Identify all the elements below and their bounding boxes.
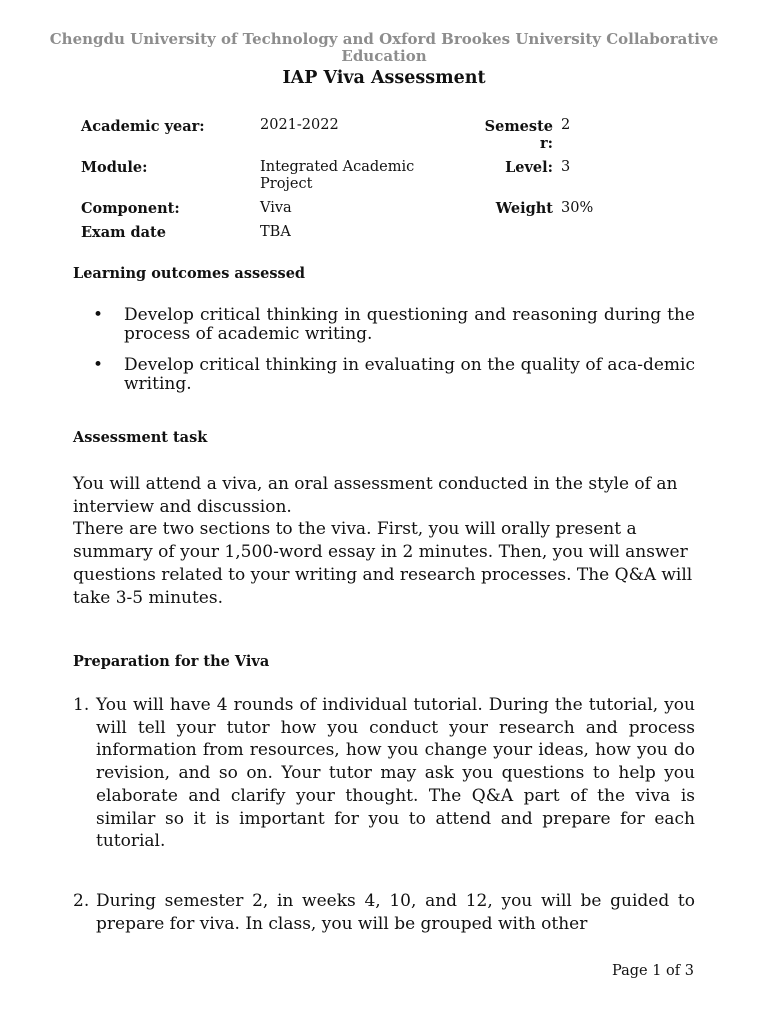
- module-label: Module:: [81, 159, 148, 176]
- semester-label-line-1: Semeste: [484, 118, 553, 135]
- list-item: [73, 356, 695, 394]
- list-item: [73, 694, 695, 853]
- item-number: 1.: [73, 695, 90, 715]
- level-value: 3: [561, 159, 571, 175]
- document-title: IAP Viva Assessment: [282, 68, 486, 88]
- weight-label: Weight: [495, 200, 553, 217]
- module-value: [260, 159, 414, 193]
- component-label: Component:: [81, 200, 180, 217]
- assessment-task-paragraph: [73, 473, 695, 609]
- module-value-line-1: Integrated Academic: [260, 159, 415, 175]
- semester-label-line-2: r:: [540, 135, 553, 152]
- learning-outcomes-list: [73, 306, 695, 406]
- outcome-text: Develop critical thinking in questioning and reasoning during the process of academic writing.: [124, 305, 695, 344]
- exam-date-value: TBA: [260, 224, 291, 240]
- module-value-line-2: Project: [260, 176, 313, 192]
- component-value: Viva: [260, 200, 292, 216]
- list-item: [73, 306, 695, 344]
- bullet-icon: •: [93, 355, 104, 375]
- outcome-text: Develop critical thinking in evaluating on the quality of aca-demic writing.: [124, 355, 695, 394]
- weight-value: 30%: [561, 200, 594, 216]
- institution-header: Chengdu University of Technology and Oxford Brookes University Collaborative Education: [49, 30, 719, 65]
- item-text: During semester 2, in weeks 4, 10, and 12, you will be guided to prepare for viva. In class, you will be grouped with other: [96, 891, 695, 934]
- bullet-icon: •: [93, 305, 104, 325]
- assessment-paragraph-1: You will attend a viva, an oral assessment conducted in the style of an interview and discussion.: [73, 474, 678, 517]
- level-label: Level:: [505, 159, 553, 176]
- page-number: Page 1 of 3: [612, 963, 694, 979]
- academic-year-value: 2021-2022: [260, 117, 339, 133]
- exam-date-label: Exam date: [81, 224, 166, 241]
- academic-year-label: Academic year:: [81, 118, 205, 135]
- semester-value: 2: [561, 117, 571, 133]
- item-text: You will have 4 rounds of individual tutorial. During the tutorial, you will tell your tutor how you conduct your research and process information from resources, how you change your ideas, how you do revision, and so on. Your tutor may ask you questions to help you elaborate and clarify your thought. The Q&A part of the viva is similar so it is important for you to attend and prepare for each tutorial.: [96, 695, 695, 852]
- learning-outcomes-heading: Learning outcomes assessed: [73, 265, 306, 282]
- list-item: [73, 890, 695, 935]
- assessment-paragraph-2: There are two sections to the viva. First, you will orally present a summary of your 1,500-word essay in 2 minutes. Then, you will answer questions related to your writing and research processes. The Q&A will take 3-5 minutes.: [73, 519, 693, 608]
- assessment-task-heading: Assessment task: [73, 429, 208, 446]
- preparation-heading: Preparation for the Viva: [73, 653, 270, 670]
- semester-label: [470, 118, 553, 152]
- item-number: 2.: [73, 891, 90, 911]
